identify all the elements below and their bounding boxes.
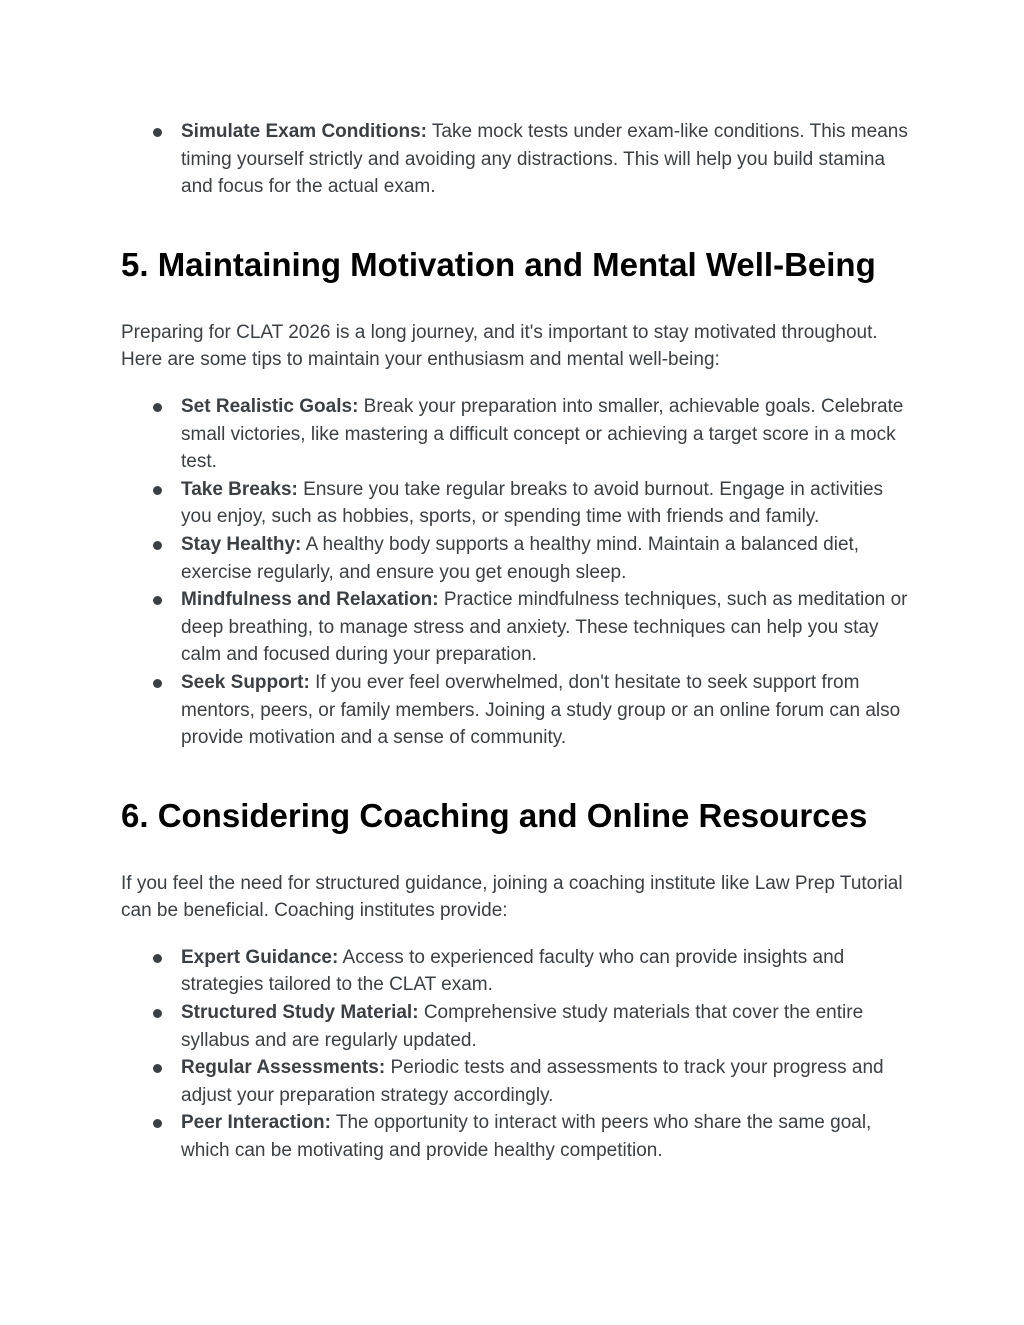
list-item-text: Access to experienced faculty who can provide insights and strategies tailored to the CLAT exam. xyxy=(181,946,845,996)
list-item-text: If you ever feel overwhelmed, don't hesitate to seek support from mentors, peers, or family members. Joining a study group or an online forum can also provide motivation and a sense of community. xyxy=(181,671,901,749)
bullet-icon xyxy=(153,403,162,412)
list-item xyxy=(121,393,911,476)
list-item xyxy=(121,1109,911,1164)
bullet-icon xyxy=(153,954,162,963)
bullet-icon xyxy=(153,679,162,688)
bullet-icon xyxy=(153,596,162,605)
bullet-icon xyxy=(153,1009,162,1018)
bullet-icon xyxy=(153,1119,162,1128)
section-6-paragraph: If you feel the need for structured guidance, joining a coaching institute like Law Prep Tutorial can be beneficial. Coaching institutes provide: xyxy=(121,872,903,922)
list-item-term: Mindfulness and Relaxation: xyxy=(181,589,439,611)
list-item xyxy=(121,944,911,999)
list-item xyxy=(121,531,911,586)
list-item-term: Peer Interaction: xyxy=(181,1112,331,1134)
list-item-text: A healthy body supports a healthy mind. Maintain a balanced diet, exercise regularly, and ensure you get enough sleep. xyxy=(181,533,860,583)
section-6-heading: 6. Considering Coaching and Online Resources xyxy=(121,796,868,834)
list-item-text: Comprehensive study materials that cover the entire syllabus and are regularly updated. xyxy=(181,1002,864,1051)
list-item-text: Practice mindfulness techniques, such as meditation or deep breathing, to manage stress and anxiety. These techniques can help you stay calm and focused during your preparation. xyxy=(181,589,908,666)
list-item-text: Periodic tests and assessments to track your progress and adjust your preparation strategy accordingly. xyxy=(181,1057,884,1106)
list-item xyxy=(121,476,911,531)
intro-bullet-list xyxy=(121,118,911,201)
bullet-icon xyxy=(153,486,162,495)
list-item-term: Take Breaks: xyxy=(181,478,298,500)
section-5-heading: 5. Maintaining Motivation and Mental Well-Being xyxy=(121,245,876,283)
list-item-term: Simulate Exam Conditions: xyxy=(181,121,427,142)
section-5-paragraph: Preparing for CLAT 2026 is a long journey, and it's important to stay motivated throughout. Here are some tips to maintain your enthusiasm and mental well-being: xyxy=(121,321,878,371)
list-item xyxy=(121,669,911,752)
list-item-term: Set Realistic Goals: xyxy=(181,395,359,417)
bullet-icon xyxy=(153,541,162,550)
list-item xyxy=(121,586,911,669)
list-item xyxy=(121,1054,911,1109)
bullet-icon xyxy=(153,128,162,137)
list-item xyxy=(121,118,911,201)
list-item-term: Seek Support: xyxy=(181,671,310,693)
document-content xyxy=(121,118,911,1165)
section-6-bullet-list xyxy=(121,944,911,1165)
list-item-term: Expert Guidance: xyxy=(181,946,339,968)
list-item-text: Break your preparation into smaller, achievable goals. Celebrate small victories, like mastering a difficult concept or achieving a target score in a mock test. xyxy=(181,395,904,473)
list-item-text: Ensure you take regular breaks to avoid burnout. Engage in activities you enjoy, such as hobbies, sports, or spending time with friends and family. xyxy=(181,478,884,528)
list-item-term: Structured Study Material: xyxy=(181,1002,419,1024)
list-item-text: The opportunity to interact with peers who share the same goal, which can be motivating and provide healthy competition. xyxy=(181,1112,872,1162)
bullet-icon xyxy=(153,1064,162,1073)
list-item xyxy=(121,999,911,1054)
list-item-term: Regular Assessments: xyxy=(181,1057,386,1079)
list-item-term: Stay Healthy: xyxy=(181,533,302,555)
section-5-bullet-list xyxy=(121,393,911,752)
list-item-text: Take mock tests under exam-like conditions. This means timing yourself strictly and avoiding any distractions. This will help you build stamina and focus for the actual exam. xyxy=(181,121,908,198)
